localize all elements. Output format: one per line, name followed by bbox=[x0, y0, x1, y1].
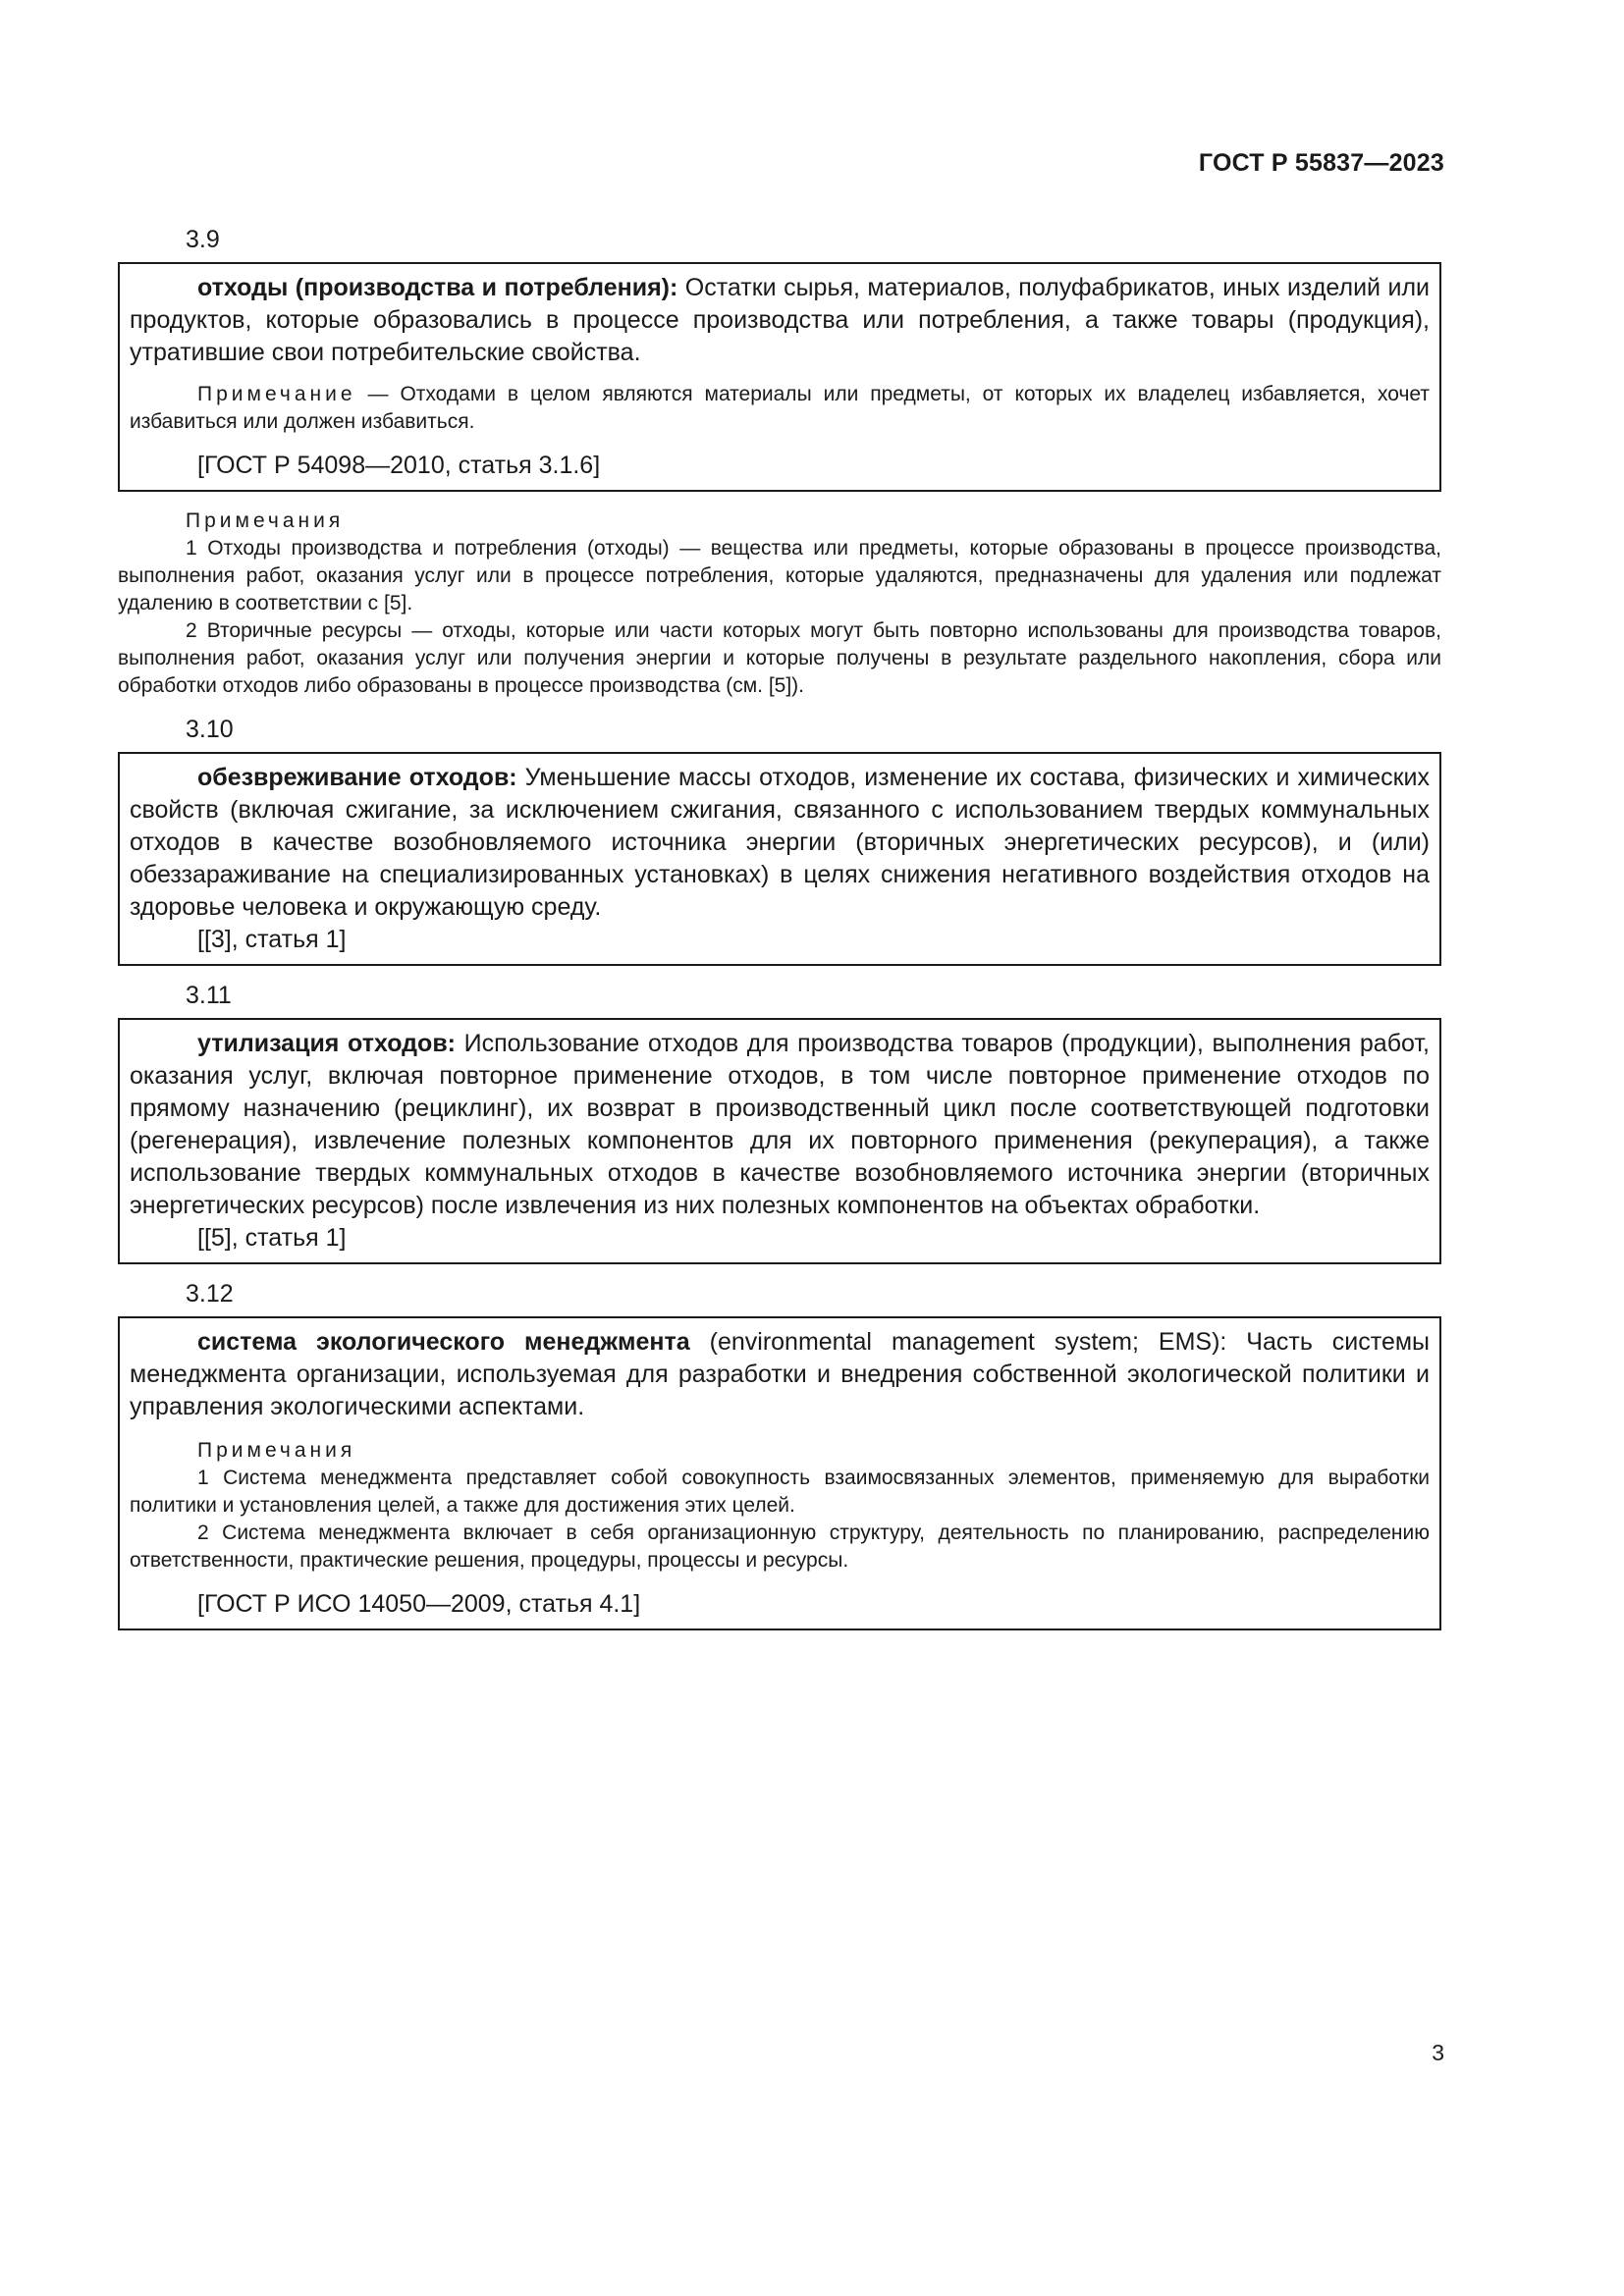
term-source: [[5], статья 1] bbox=[197, 1224, 347, 1252]
term-source: [ГОСТ Р 54098—2010, статья 3.1.6] bbox=[197, 452, 601, 479]
term-definition bbox=[130, 762, 1430, 924]
definition-text: (environmental management system; EMS): Часть системы менеджмента организации, используемая для разработки и внедрения собственной экологической политики и управления экологическими аспектами. bbox=[130, 1328, 1430, 1420]
notes-title: Примечания bbox=[197, 1439, 356, 1462]
note-item: 2 Система менеджмента включает в себя организационную структуру, деятельность по планированию, распределению ответственности, практические решения, процедуры, процессы и ресурсы. bbox=[130, 1522, 1430, 1572]
term-number: 3.9 bbox=[186, 226, 220, 253]
term-box bbox=[118, 1018, 1441, 1264]
term-name: отходы (производства и потребления): bbox=[197, 274, 678, 301]
term-definition bbox=[130, 1326, 1430, 1423]
term-definition bbox=[130, 1028, 1430, 1222]
term-number: 3.10 bbox=[186, 716, 234, 743]
term-name: обезвреживание отходов: bbox=[197, 764, 517, 791]
term-definition bbox=[130, 272, 1430, 369]
term-number: 3.11 bbox=[186, 982, 232, 1009]
term-source: [[3], статья 1] bbox=[197, 926, 347, 953]
term-note bbox=[130, 381, 1430, 436]
definition-text: Уменьшение массы отходов, изменение их состава, физических и химических свойств (включая сжигание, за исключением сжигания, связанного с использованием твердых коммунальных отходов в качестве возобновляемого источника энергии (вторичных энергетических ресурсов), и (или) обеззараживание на специализированных установках) в целях снижения негативного воздействия отходов на здоровье человека и окружающую среду. bbox=[130, 764, 1430, 921]
note-label: Примечание bbox=[197, 383, 356, 405]
notes-list bbox=[130, 1465, 1430, 1575]
note-item: 1 Система менеджмента представляет собой совокупность взаимосвязанных элементов, применяемую для выработки политики и установления целей, а также для достижения этих целей. bbox=[130, 1467, 1430, 1517]
notes-title: Примечания bbox=[186, 509, 345, 532]
note-item: 2 Вторичные ресурсы — отходы, которые или части которых могут быть повторно использованы для производства товаров, выполнения работ, оказания услуг или получения энергии и которые получены в результате раздельного накопления, сбора или обработки отходов либо образованы в процессе производства (см. [5]). bbox=[118, 619, 1441, 697]
definition-text: Остатки сырья, материалов, полуфабрикатов, иных изделий или продуктов, которые образовались в процессе производства или потребления, а также товары (продукция), утратившие свои потребительские свойства. bbox=[130, 274, 1431, 366]
notes-block bbox=[118, 507, 1441, 700]
note-text: — Отходами в целом являются материалы или предметы, от которых их владелец избавляется, хочет избавиться или должен избавиться. bbox=[130, 383, 1430, 433]
term-box bbox=[118, 752, 1441, 966]
definition-text: Использование отходов для производства товаров (продукции), выполнения работ, оказания услуг, включая повторное применение отходов, в том числе повторное применение отходов по прямому назначению (рециклинг), их возврат в производственный цикл после соответствующей подготовки (регенерация), извлечение полезных компонентов для их повторного применения (рекуперация), а также использование твердых коммунальных отходов в качестве возобновляемого источника энергии (вторичных энергетических ресурсов) после извлечения из них полезных компонентов на объектах обработки. bbox=[130, 1030, 1430, 1219]
term-number: 3.12 bbox=[186, 1280, 234, 1308]
term-source: [ГОСТ Р ИСО 14050—2009, статья 4.1] bbox=[197, 1590, 641, 1618]
note-item: 1 Отходы производства и потребления (отходы) — вещества или предметы, которые образованы в процессе производства, выполнения работ, оказания услуг или в процессе потребления, которые удаляются, предназначены для удаления или подлежат удалению в соответствии с [5]. bbox=[118, 537, 1441, 614]
term-name: утилизация отходов: bbox=[197, 1030, 457, 1057]
term-box bbox=[118, 262, 1441, 492]
document-id-header: ГОСТ Р 55837—2023 bbox=[1198, 149, 1444, 177]
document-body bbox=[118, 224, 1441, 1630]
term-name: система экологического менеджмента bbox=[197, 1328, 690, 1356]
page-number: 3 bbox=[1432, 2040, 1444, 2065]
term-box bbox=[118, 1316, 1441, 1630]
